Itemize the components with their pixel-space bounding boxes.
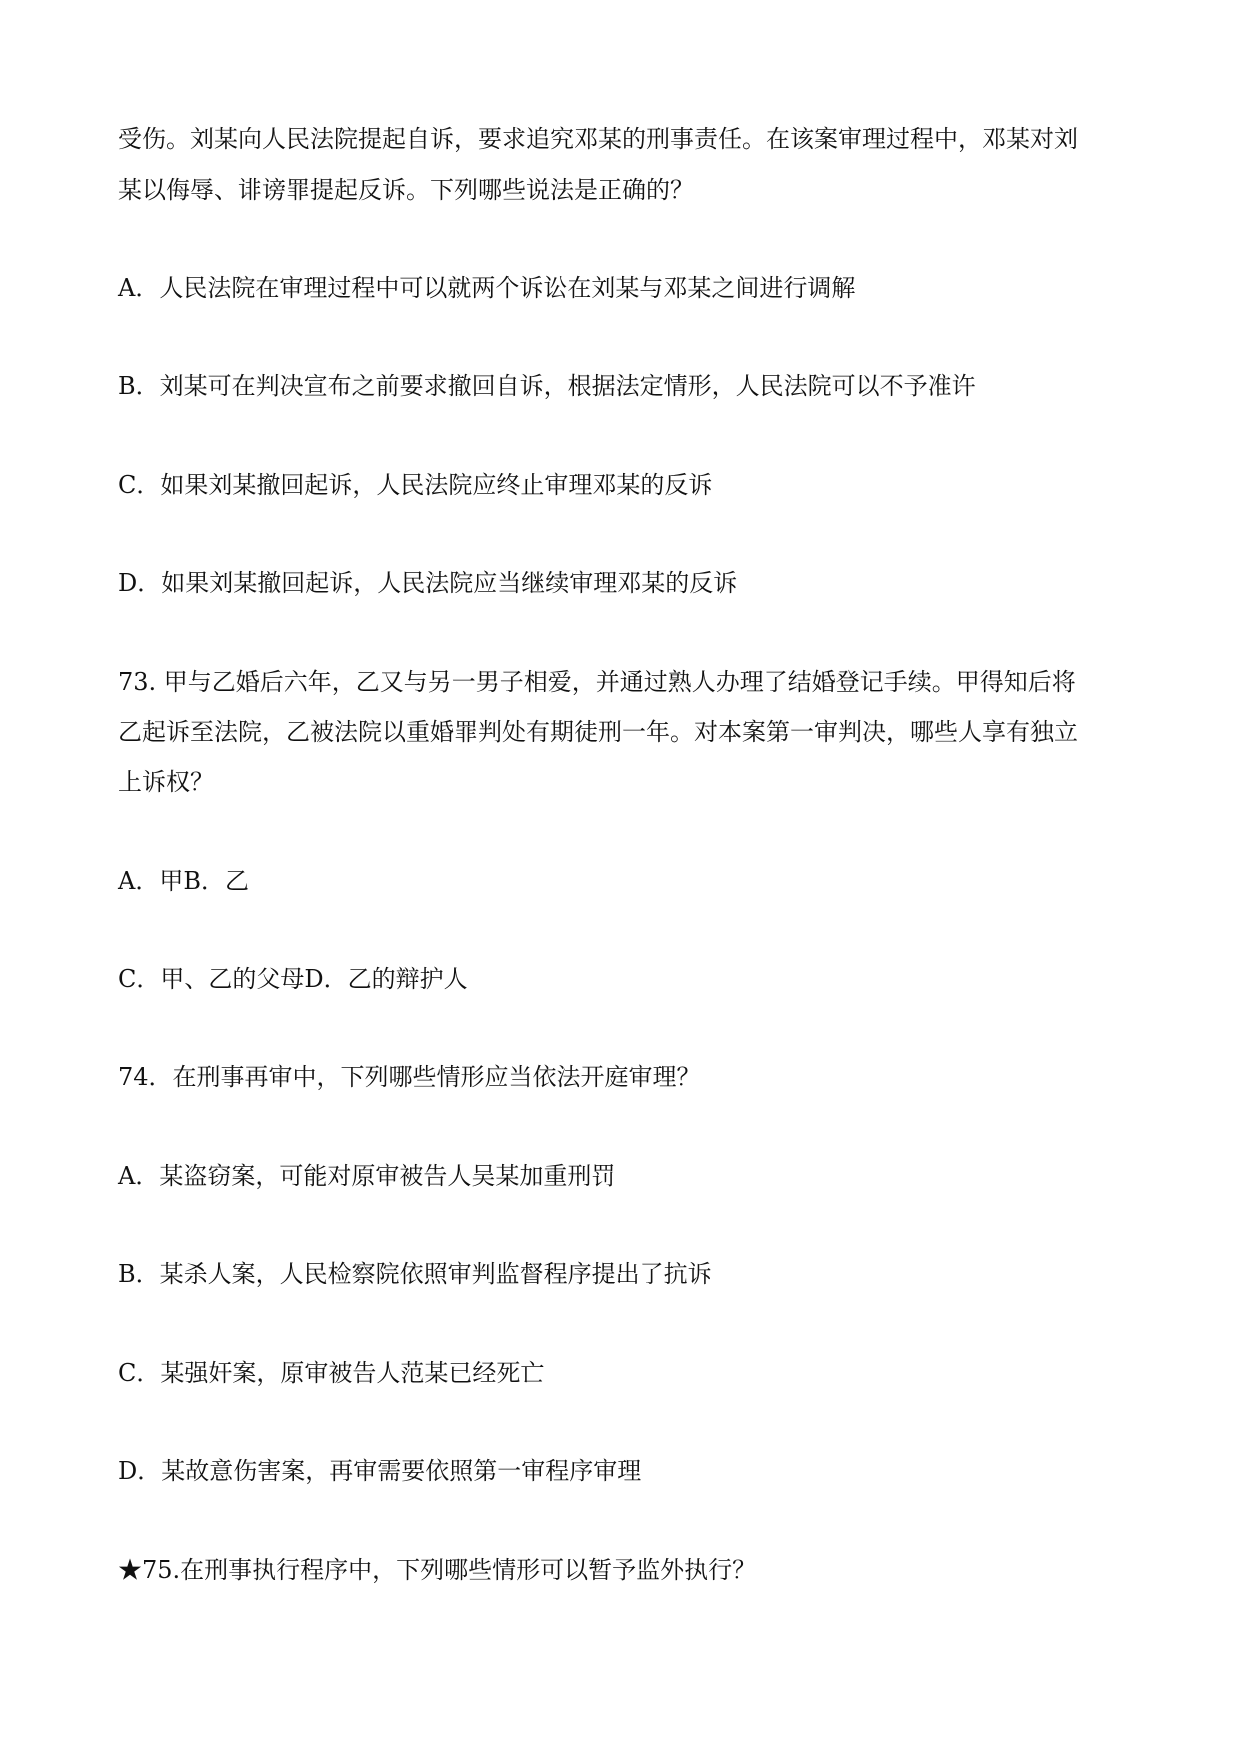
- option-c-q72: C．如果刘某撤回起诉，人民法院应终止审理邓某的反诉: [118, 471, 713, 499]
- options-cd-q73: C．甲、乙的父母D．乙的辩护人: [118, 965, 468, 993]
- question-73-line-3: 上诉权？: [118, 768, 214, 796]
- option-a-q72: A．人民法院在审理过程中可以就两个诉讼在刘某与邓某之间进行调解: [118, 274, 856, 302]
- option-a-q74: A．某盗窃案，可能对原审被告人吴某加重刑罚: [118, 1162, 616, 1190]
- question-75: ★75.在刑事执行程序中，下列哪些情形可以暂予监外执行？: [118, 1556, 757, 1584]
- option-c-q74: C．某强奸案，原审被告人范某已经死亡: [118, 1359, 545, 1387]
- option-b-q72: B．刘某可在判决宣布之前要求撤回自诉，根据法定情形，人民法院可以不予准许: [118, 372, 976, 400]
- option-b-q74: B．某杀人案，人民检察院依照审判监督程序提出了抗诉: [118, 1260, 712, 1288]
- option-d-q74: D．某故意伤害案，再审需要依照第一审程序审理: [118, 1457, 642, 1485]
- option-d-q72: D．如果刘某撤回起诉，人民法院应当继续审理邓某的反诉: [118, 569, 738, 597]
- text-line-intro-2: 某以侮辱、诽谤罪提起反诉。下列哪些说法是正确的？: [118, 176, 694, 204]
- options-ab-q73: A．甲B．乙: [118, 867, 249, 895]
- question-73-line-2: 乙起诉至法院，乙被法院以重婚罪判处有期徒刑一年。对本案第一审判决，哪些人享有独立: [118, 718, 1078, 746]
- question-73-line-1: 73. 甲与乙婚后六年，乙又与另一男子相爱，并通过熟人办理了结婚登记手续。甲得知后将: [118, 668, 1076, 696]
- question-74: 74．在刑事再审中，下列哪些情形应当依法开庭审理？: [118, 1063, 701, 1091]
- text-line-intro-1: 受伤。刘某向人民法院提起自诉，要求追究邓某的刑事责任。在该案审理过程中，邓某对刘: [118, 125, 1078, 153]
